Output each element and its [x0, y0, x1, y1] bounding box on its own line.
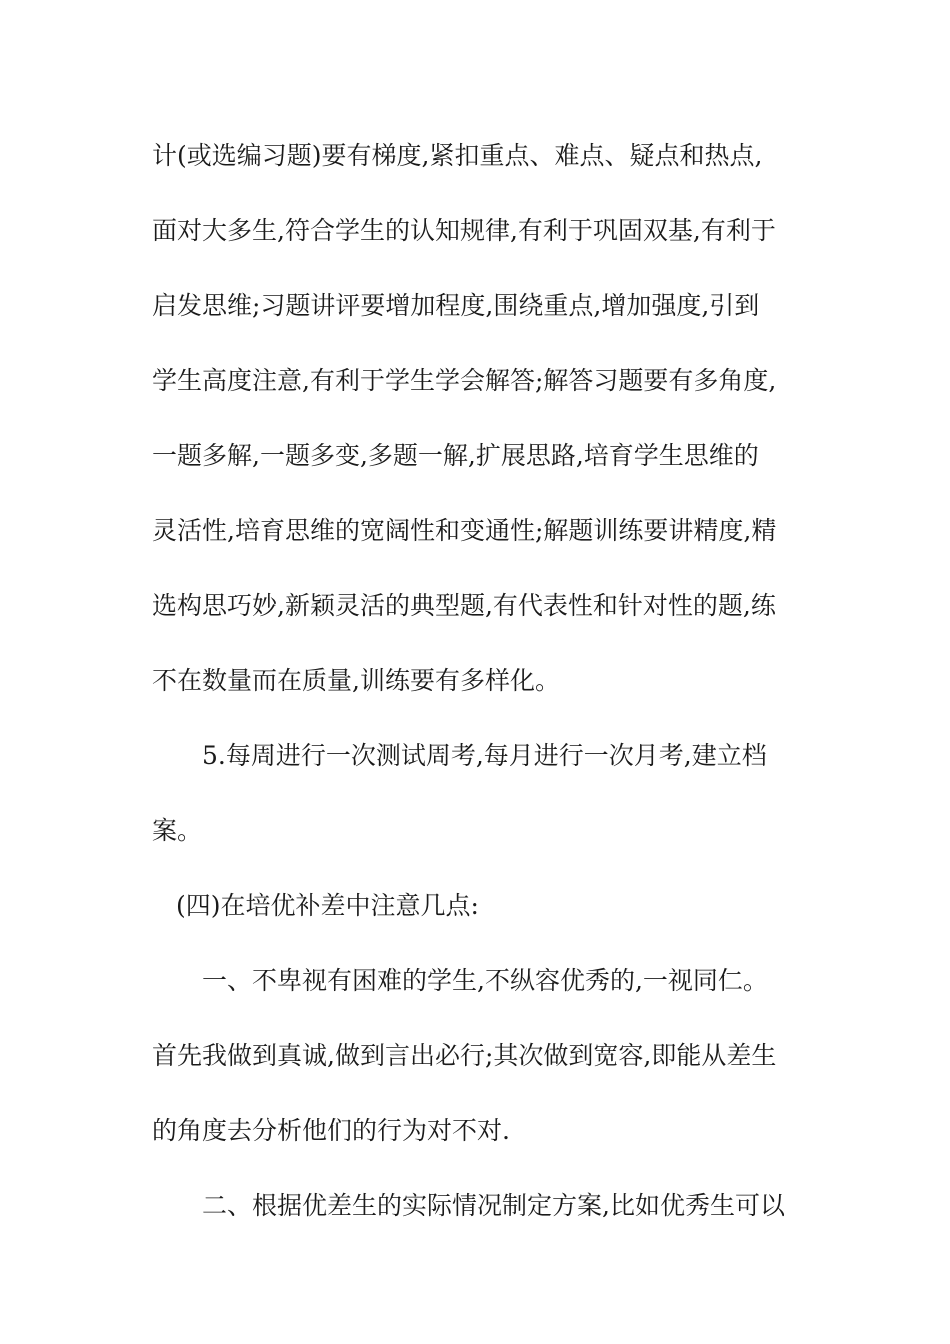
text-line: 案。	[152, 816, 203, 845]
text-line: 灵活性,培育思维的宽阔性和变通性;解题训练要讲精度,精	[152, 516, 777, 545]
text-line: 计(或选编习题)要有梯度,紧扣重点、难点、疑点和热点,	[152, 141, 763, 170]
paragraph-start-line: 5.每周进行一次测试周考,每月进行一次月考,建立档	[202, 741, 767, 770]
section-heading: (四)在培优补差中注意几点:	[176, 891, 479, 920]
text-line: 的角度去分析他们的行为对不对.	[152, 1116, 510, 1145]
text-line: 一题多解,一题多变,多题一解,扩展思路,培育学生思维的	[152, 441, 759, 470]
paragraph-start-line: 二、根据优差生的实际情况制定方案,比如优秀生可以	[202, 1191, 785, 1220]
text-line: 首先我做到真诚,做到言出必行;其次做到宽容,即能从差生	[152, 1041, 777, 1070]
text-line: 不在数量而在质量,训练要有多样化。	[152, 666, 560, 695]
paragraph-start-line: 一、不卑视有困难的学生,不纵容优秀的,一视同仁。	[202, 966, 768, 995]
text-line: 启发思维;习题讲评要增加程度,围绕重点,增加强度,引到	[152, 291, 760, 320]
text-line: 面对大多生,符合学生的认知规律,有利于巩固双基,有利于	[152, 216, 776, 245]
text-line: 选构思巧妙,新颖灵活的典型题,有代表性和针对性的题,练	[152, 591, 776, 620]
text-line: 学生高度注意,有利于学生学会解答;解答习题要有多角度,	[152, 366, 777, 395]
